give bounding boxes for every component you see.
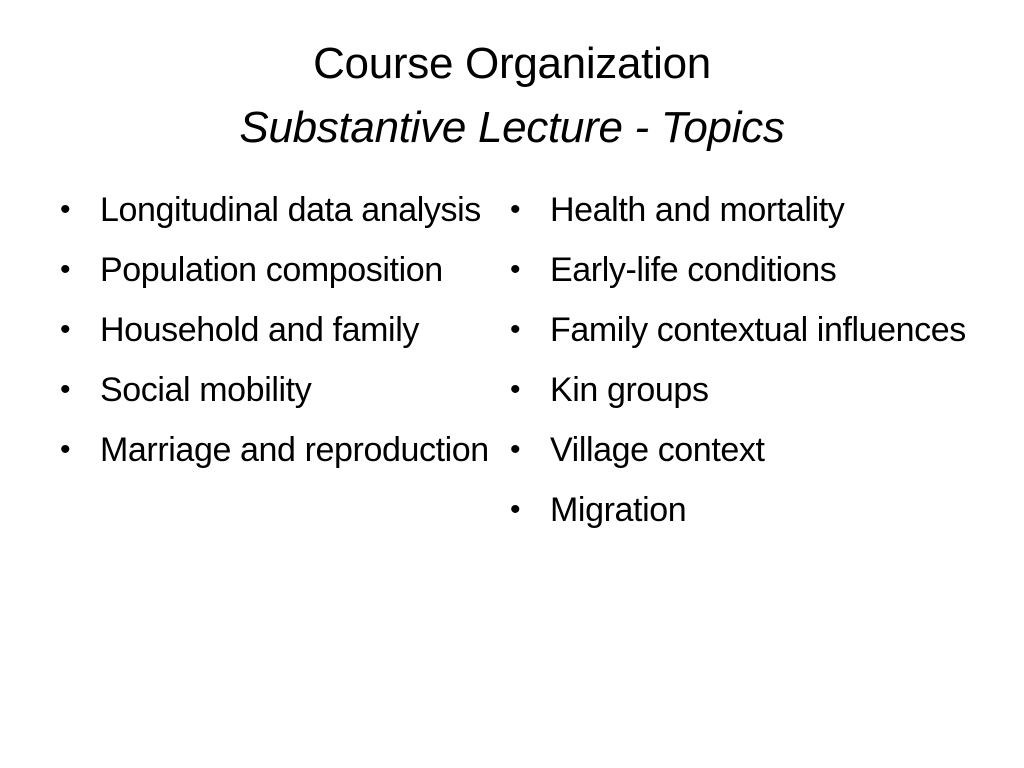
bullet-icon: • bbox=[60, 433, 71, 466]
bullet-icon: • bbox=[510, 373, 521, 406]
list-item-text: Marriage and reproduction bbox=[100, 431, 489, 469]
list-item-text: Migration bbox=[550, 491, 687, 529]
left-bullet-list bbox=[58, 186, 508, 474]
list-item-text: Family contextual influences bbox=[550, 311, 966, 349]
list-item-text: Household and family bbox=[100, 311, 419, 349]
list-item bbox=[508, 246, 978, 294]
list-item bbox=[58, 306, 508, 354]
right-column bbox=[508, 186, 978, 546]
bullet-icon: • bbox=[510, 493, 521, 526]
list-item-text: Longitudinal data analysis bbox=[100, 191, 481, 229]
bullet-icon: • bbox=[510, 193, 521, 226]
list-item bbox=[508, 366, 978, 414]
list-item bbox=[508, 486, 978, 534]
list-item bbox=[508, 306, 978, 354]
list-item bbox=[58, 186, 508, 234]
list-item-text: Social mobility bbox=[100, 371, 312, 409]
bullet-icon: • bbox=[60, 313, 71, 346]
slide-title: Course Organization bbox=[313, 39, 711, 88]
title-block bbox=[0, 32, 1024, 160]
bullet-icon: • bbox=[60, 253, 71, 286]
list-item-text: Population composition bbox=[100, 251, 443, 289]
list-item bbox=[508, 426, 978, 474]
list-item-text: Early-life conditions bbox=[550, 251, 837, 289]
bullet-icon: • bbox=[510, 433, 521, 466]
list-item-text: Kin groups bbox=[550, 371, 709, 409]
list-item-text: Health and mortality bbox=[550, 191, 845, 229]
list-item bbox=[58, 366, 508, 414]
slide-subtitle: Substantive Lecture - Topics bbox=[239, 103, 785, 152]
left-column bbox=[58, 186, 508, 486]
bullet-icon: • bbox=[510, 313, 521, 346]
list-item bbox=[508, 186, 978, 234]
right-bullet-list bbox=[508, 186, 978, 534]
bullet-icon: • bbox=[510, 253, 521, 286]
list-item bbox=[58, 246, 508, 294]
list-item bbox=[58, 426, 508, 474]
bullet-icon: • bbox=[60, 373, 71, 406]
list-item-text: Village context bbox=[550, 431, 765, 469]
bullet-icon: • bbox=[60, 193, 71, 226]
